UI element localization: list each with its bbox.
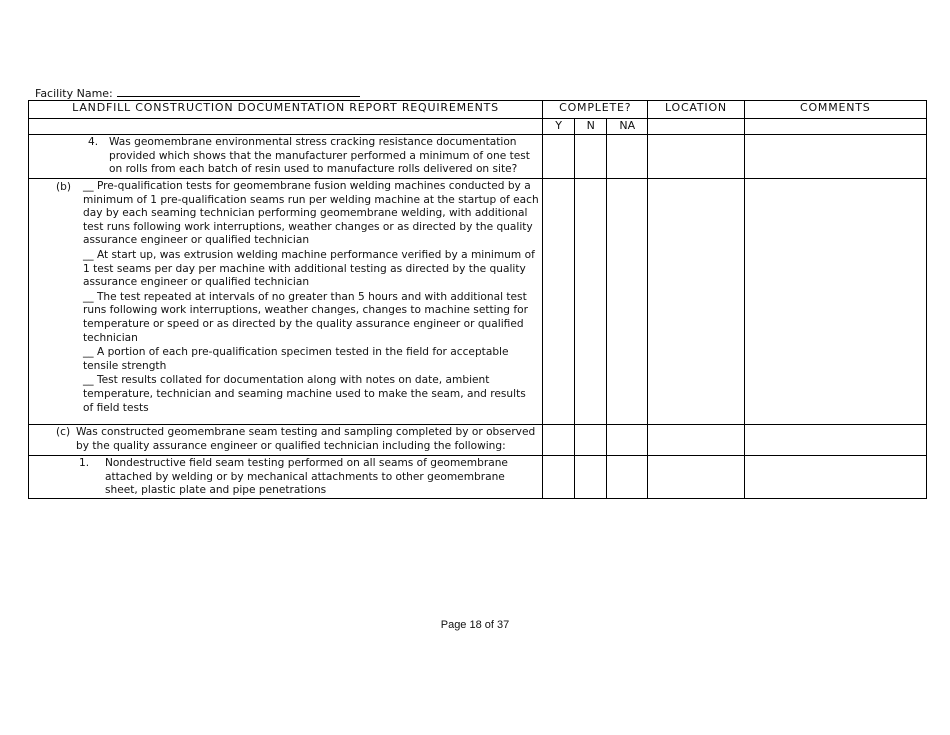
item-letter: (c) <box>56 426 71 438</box>
na-cell[interactable] <box>607 456 648 499</box>
yes-cell[interactable] <box>543 179 575 425</box>
na-cell[interactable] <box>607 135 648 179</box>
item-number: 1. <box>79 457 90 469</box>
table-row <box>29 135 927 179</box>
comments-cell[interactable] <box>744 425 926 456</box>
requirement-text: Nondestructive field seam testing performed on all seams of geomembrane attached by welding or by mechanical attachments to other geomembrane sheet, plastic plate and pipe penetrations <box>105 457 508 497</box>
location-subheader <box>648 119 744 135</box>
location-cell[interactable] <box>648 135 744 179</box>
item-letter: (b) <box>56 181 71 193</box>
location-header: LOCATION <box>648 101 744 119</box>
page-number: Page 18 of 37 <box>440 619 510 631</box>
table-row <box>29 425 927 456</box>
item-number: 4. <box>88 136 99 148</box>
facility-name-label: Facility Name: <box>35 87 113 100</box>
na-header: NA <box>607 119 648 135</box>
requirement-text: Was geomembrane environmental stress cracking resistance documentation provided which shows that the manufacturer performed a minimum of one test on rolls from each batch of resin used to manufacture rolls delivered on site? <box>109 136 530 176</box>
requirements-table <box>28 100 927 499</box>
comments-subheader <box>744 119 926 135</box>
location-cell[interactable] <box>648 425 744 456</box>
table-row <box>29 179 927 425</box>
comments-cell[interactable] <box>744 456 926 499</box>
requirement-cell <box>29 135 543 179</box>
comments-cell[interactable] <box>744 179 926 425</box>
no-header: N <box>575 119 607 135</box>
checklist-paragraph: __ A portion of each pre-qualification specimen tested in the field for acceptable tensile strength <box>83 346 509 372</box>
requirement-cell <box>29 456 543 499</box>
location-cell[interactable] <box>648 456 744 499</box>
no-cell[interactable] <box>575 425 607 456</box>
subheader-row <box>29 119 927 135</box>
na-cell[interactable] <box>607 179 648 425</box>
comments-cell[interactable] <box>744 135 926 179</box>
no-cell[interactable] <box>575 456 607 499</box>
facility-name-line <box>35 86 360 100</box>
checklist-paragraph: __ Test results collated for documentation along with notes on date, ambient temperature, technician and seaming machine used to make the seam, and results of field tests <box>83 374 526 414</box>
comments-header: COMMENTS <box>744 101 926 119</box>
table-row <box>29 456 927 499</box>
na-cell[interactable] <box>607 425 648 456</box>
yes-cell[interactable] <box>543 135 575 179</box>
checklist-paragraph: __ Pre-qualification tests for geomembrane fusion welding machines conducted by a minimum of 1 pre-qualification seams run per welding machine at the startup of each day by each seaming technician performing geomembrane welding, with additional test runs following work interruptions, weather changes or as directed by the quality assurance engineer or qualified technician <box>83 180 539 247</box>
yes-cell[interactable] <box>543 425 575 456</box>
requirement-cell <box>29 425 543 456</box>
checklist-paragraph: __ At start up, was extrusion welding machine performance verified by a minimum of 1 test seams per day per machine with additional testing as directed by the quality assurance engineer or qualified technician <box>83 248 535 289</box>
facility-name-blank[interactable] <box>117 86 360 97</box>
checklist-paragraph: __ The test repeated at intervals of no greater than 5 hours and with additional test runs following work interruptions, weather changes, changes to machine setting for temperature or speed or as directed by the quality assurance engineer or qualified technician <box>83 290 528 344</box>
header-row <box>29 101 927 119</box>
yes-cell[interactable] <box>543 456 575 499</box>
no-cell[interactable] <box>575 135 607 179</box>
requirements-header: LANDFILL CONSTRUCTION DOCUMENTATION REPORT REQUIREMENTS <box>29 101 543 119</box>
requirement-text: Was constructed geomembrane seam testing and sampling completed by or observed by the quality assurance engineer or qualified technician including the following: <box>76 426 536 452</box>
location-cell[interactable] <box>648 179 744 425</box>
complete-header: COMPLETE? <box>543 101 648 119</box>
no-cell[interactable] <box>575 179 607 425</box>
requirements-subheader <box>29 119 543 135</box>
requirement-cell <box>29 179 543 425</box>
yes-header: Y <box>543 119 575 135</box>
